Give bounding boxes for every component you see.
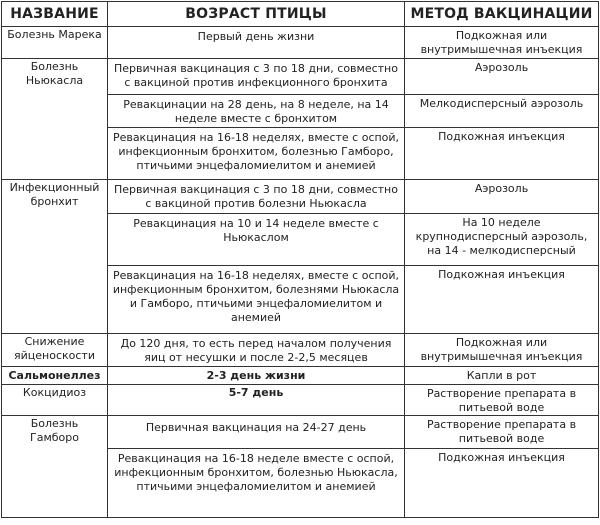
vaccination-age: 5-7 день: [108, 385, 405, 416]
vaccination-table-container: [1, 1, 599, 518]
header-method: МЕТОД ВАКЦИНАЦИИ: [405, 2, 599, 27]
disease-name: Болезнь Марека: [2, 27, 108, 59]
vaccination-method: Подкожная инъекция: [405, 128, 599, 180]
header-row: [2, 2, 599, 27]
vaccination-age: Первичная вакцинация с 3 по 18 дни, совместно с вакциной против болезни Ньюкасла: [108, 180, 405, 214]
table-row: [2, 416, 599, 449]
vaccination-age: Ревакцинация на 16-18 неделях, вместе с оспой, инфекционным бронхитом, болезнью Гамборо, птичьими энцефаломиелитом и анемией: [108, 128, 405, 180]
vaccination-age: Ревакцинация на 16-18 неделях, вместе с оспой, инфекционным бронхитом, болезнями Ньюкасла и Гамборо, птичьими энцефаломиелитом и анемией: [108, 266, 405, 334]
table-row: [2, 385, 599, 416]
vaccination-method: Подкожная или внутримышечная инъекция: [405, 27, 599, 59]
disease-name: Сальмонеллез: [2, 367, 108, 385]
vaccination-method: На 10 неделе крупнодисперсный аэрозоль, на 14 - мелкодисперсный: [405, 214, 599, 266]
vaccination-age: 2-3 день жизни: [108, 367, 405, 385]
vaccination-method: Подкожная или внутримышечная инъекция: [405, 334, 599, 367]
disease-name: Кокцидиоз: [2, 385, 108, 416]
vaccination-age: Ревакцинация на 10 и 14 неделе вместе с Ньюкаслом: [108, 214, 405, 266]
vaccination-method: Аэрозоль: [405, 180, 599, 214]
vaccination-method: Капли в рот: [405, 367, 599, 385]
disease-name: Болезнь Ньюкасла: [2, 59, 108, 180]
header-age: ВОЗРАСТ ПТИЦЫ: [108, 2, 405, 27]
vaccination-method: Растворение препарата в питьевой воде: [405, 385, 599, 416]
vaccination-age: Ревакцинация на 16-18 неделе вместе с оспой, инфекционным бронхитом, болезнью Ньюкасла, птичьими энцефаломиелитом и анемией: [108, 449, 405, 518]
disease-name: Инфекционный бронхит: [2, 180, 108, 334]
disease-name: Снижение яйценоскости: [2, 334, 108, 367]
vaccination-age: Ревакцинации на 28 день, на 8 неделе, на 14 неделе вместе с бронхитом: [108, 95, 405, 128]
vaccination-age: До 120 дня, то есть перед началом получения яиц от несушки и после 2-2,5 месяцев: [108, 334, 405, 367]
header-name: НАЗВАНИЕ: [2, 2, 108, 27]
vaccination-age: Первичная вакцинация на 24-27 день: [108, 416, 405, 449]
vaccination-method: Аэрозоль: [405, 59, 599, 95]
disease-name: Болезнь Гамборо: [2, 416, 108, 518]
table-row: [2, 27, 599, 59]
vaccination-method: Растворение препарата в питьевой воде: [405, 416, 599, 449]
vaccination-age: Первый день жизни: [108, 27, 405, 59]
table-row: [2, 367, 599, 385]
vaccination-method: Мелкодисперсный аэрозоль: [405, 95, 599, 128]
vaccination-age: Первичная вакцинация с 3 по 18 дни, совместно с вакциной против инфекционного бронхита: [108, 59, 405, 95]
vaccination-table: [1, 1, 599, 518]
vaccination-method: Подкожная инъекция: [405, 266, 599, 334]
vaccination-method: Подкожная инъекция: [405, 449, 599, 518]
table-row: [2, 334, 599, 367]
table-row: [2, 180, 599, 214]
table-row: [2, 59, 599, 95]
